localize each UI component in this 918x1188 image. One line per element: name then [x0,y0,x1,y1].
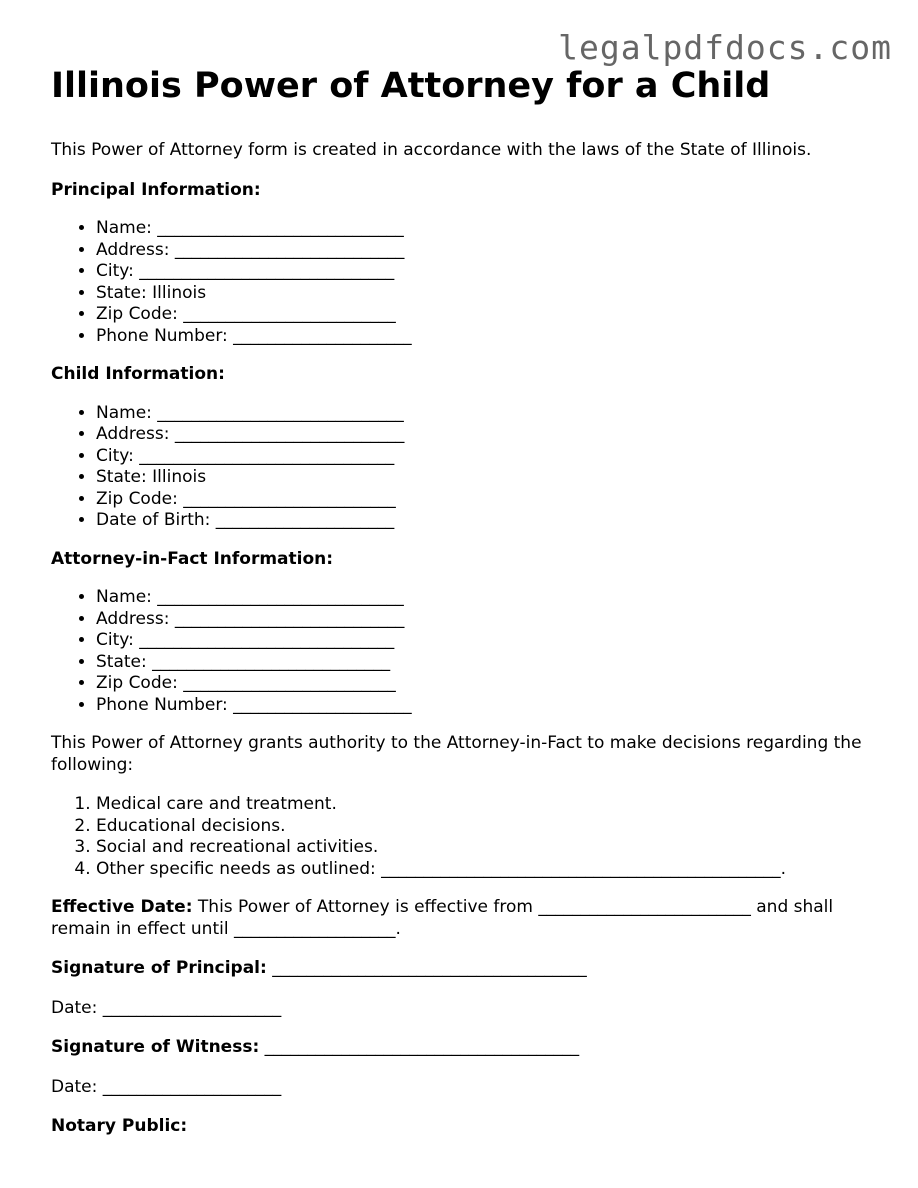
attorney-name-field[interactable]: • Name: _____________________________ [96,587,871,609]
attorney-city-field[interactable]: • City: ______________________________ [96,630,871,652]
principal-address-field[interactable]: • Address: ___________________________ [96,240,871,262]
grants-paragraph: This Power of Attorney grants authority to the Attorney-in-Fact to make decisions regarding the following: [51,733,862,775]
decision-item: 2. Educational decisions. [96,816,871,838]
child-city-field[interactable]: • City: ______________________________ [96,446,871,468]
notary-heading: Notary Public: [51,1116,188,1136]
child-list [51,403,871,532]
attorney-state-field[interactable]: • State: ____________________________ [96,652,871,674]
decision-other-field[interactable]: 4. Other specific needs as outlined: _______________________________________________. [96,859,871,881]
attorney-heading: Attorney-in-Fact Information: [51,548,334,569]
principal-signature-label: Signature of Principal: [51,958,267,978]
effective-date-text[interactable]: This Power of Attorney is effective from _________________________ and shall remain in effect until ___________________. [51,897,834,939]
child-state: • State: Illinois [96,467,871,489]
witness-signature-line[interactable] [51,1037,871,1059]
child-heading: Child Information: [51,364,225,384]
effective-date-paragraph[interactable] [51,897,871,940]
attorney-address-field[interactable]: • Address: ___________________________ [96,609,871,631]
principal-signature-blank[interactable]: _____________________________________ [266,958,587,978]
witness-date-field[interactable]: Date: _____________________ [51,1076,282,1097]
watermark: legalpdfdocs.com [558,28,892,67]
effective-date-label: Effective Date: [51,897,193,917]
attorney-list [51,587,871,716]
principal-zip-field[interactable]: • Zip Code: _________________________ [96,304,871,326]
principal-date-field[interactable]: Date: _____________________ [51,997,282,1018]
attorney-phone-field[interactable]: • Phone Number: _____________________ [96,695,871,717]
principal-city-field[interactable]: • City: ______________________________ [96,261,871,283]
principal-heading: Principal Information: [51,179,261,200]
decision-item: 1. Medical care and treatment. [96,794,871,816]
witness-signature-blank[interactable]: _____________________________________ [259,1037,580,1057]
child-dob-field[interactable]: • Date of Birth: _____________________ [96,510,871,532]
decisions-list [51,794,871,880]
principal-name-field[interactable]: • Name: _____________________________ [96,218,871,240]
child-zip-field[interactable]: • Zip Code: _________________________ [96,489,871,511]
decision-item: 3. Social and recreational activities. [96,837,871,859]
principal-signature-line[interactable] [51,958,871,980]
document-title: Illinois Power of Attorney for a Child [51,66,771,106]
principal-list [51,218,871,347]
principal-phone-field[interactable]: • Phone Number: _____________________ [96,326,871,348]
document-page [51,62,871,1155]
child-address-field[interactable]: • Address: ___________________________ [96,424,871,446]
attorney-zip-field[interactable]: • Zip Code: _________________________ [96,673,871,695]
child-name-field[interactable]: • Name: _____________________________ [96,403,871,425]
witness-signature-label: Signature of Witness: [51,1037,260,1057]
principal-state: • State: Illinois [96,283,871,305]
intro-paragraph: This Power of Attorney form is created in accordance with the laws of the State of Illinois. [51,140,812,160]
